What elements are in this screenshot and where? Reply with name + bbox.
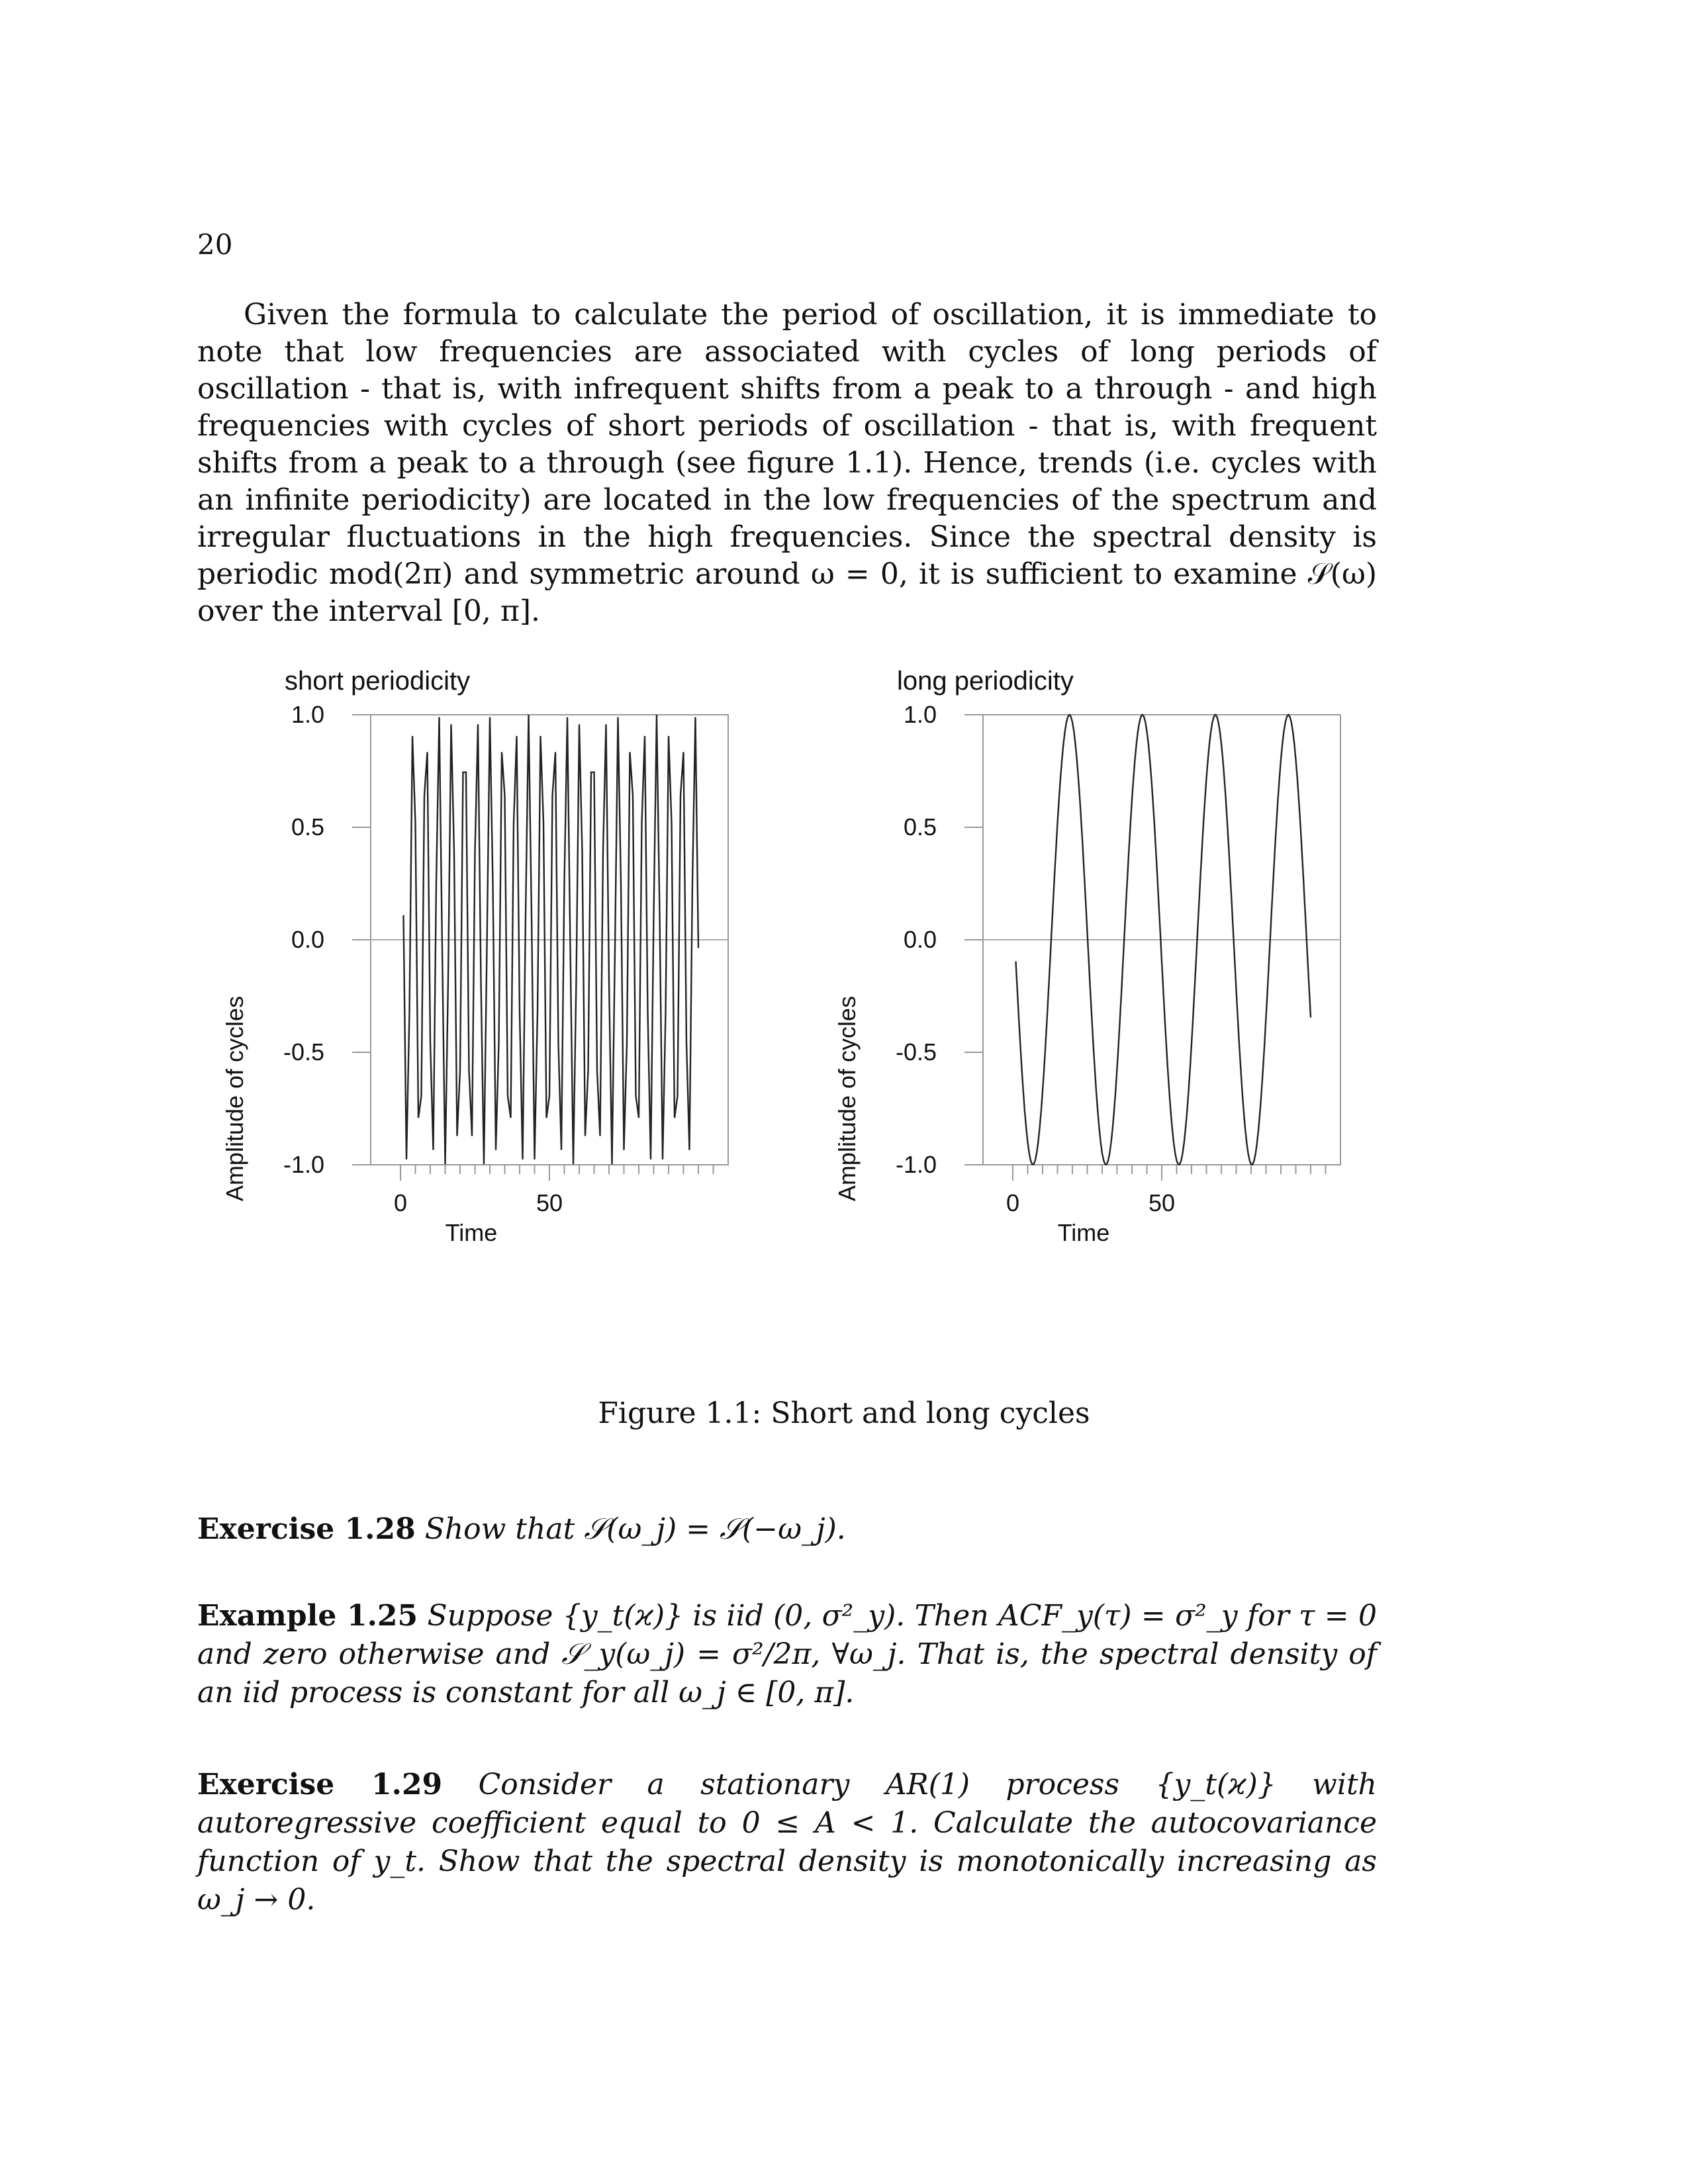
chart-long-periodicity [824, 655, 1486, 1277]
y-tick-label: -1.0 [283, 1151, 324, 1178]
y-tick-label: 1.0 [291, 701, 324, 728]
chart-short-periodicity [212, 655, 874, 1277]
figure-caption: Figure 1.1: Short and long cycles [598, 1396, 1090, 1430]
exercise-label: Exercise 1.29 [197, 1768, 443, 1801]
x-tick-label: 0 [1006, 1189, 1020, 1216]
example-text: Suppose {y_t(ϰ)} is iid (0, σ²_y). Then ACF_y(τ) = σ²_y for τ = 0 and zero otherwise and 𝒮_y(ω_j) = σ²/2π, ∀ω_j. That is, the spectral density of an iid process is constant for all ω_j ∈ [0, π]. [197, 1599, 1377, 1709]
y-tick-label: 0.0 [291, 926, 324, 953]
chart-ylabel: Amplitude of cycles [833, 995, 861, 1202]
y-tick-label: 0.5 [291, 813, 324, 841]
chart-svg-long [824, 655, 1486, 1277]
exercise-text: Consider a stationary AR(1) process {y_t(ϰ)} with autoregressive coefficient equal to 0 ≤ A < 1. Calculate the autocovariance function of y_t. Show that the spectral density is monotonically increasing as ω_j → 0. [197, 1768, 1377, 1917]
x-tick-label: 0 [393, 1189, 408, 1216]
chart-svg-short [212, 655, 874, 1277]
exercise-text: Show that 𝒮(ω_j) = 𝒮(−ω_j). [424, 1512, 846, 1546]
y-tick-label: -0.5 [283, 1038, 324, 1066]
chart-title: short periodicity [285, 666, 471, 696]
paragraph-text: Given the formula to calculate the period of oscillation, it is immediate to note that low frequencies are associated with cycles of long periods of oscillation - that is, with infrequent shifts from a peak to a through - and high frequencies with cycles of short periods of oscillation - that is, with frequent shifts from a peak to a through (see figure 1.1). Hence, trends (i.e. cycles with an infinite periodicity) are located in the low frequencies of the spectrum and irregular fluctuations in the high frequencies. Since the spectral density is periodic mod(2π) and symmetric around ω = 0, it is sufficient to examine 𝒮(ω) over the interval [0, π]. [197, 298, 1377, 628]
example-label: Example 1.25 [197, 1599, 418, 1633]
y-tick-label: 0.5 [903, 813, 937, 841]
page-number: 20 [197, 228, 233, 261]
exercise-label: Exercise 1.28 [197, 1512, 416, 1546]
exercise-1-28 [197, 1510, 1377, 1549]
chart-title: long periodicity [897, 666, 1074, 696]
body-paragraph [197, 296, 1377, 630]
y-tick-label: 1.0 [903, 701, 937, 728]
exercise-1-29 [197, 1766, 1377, 1919]
chart-ylabel: Amplitude of cycles [221, 995, 248, 1202]
x-tick-label: 50 [536, 1189, 563, 1216]
x-tick-label: 50 [1148, 1189, 1176, 1216]
y-tick-label: 0.0 [903, 926, 937, 953]
y-tick-label: -0.5 [895, 1038, 937, 1066]
chart-xlabel: Time [1057, 1219, 1110, 1246]
y-tick-label: -1.0 [895, 1151, 937, 1178]
example-1-25 [197, 1597, 1377, 1712]
chart-xlabel: Time [445, 1219, 498, 1246]
